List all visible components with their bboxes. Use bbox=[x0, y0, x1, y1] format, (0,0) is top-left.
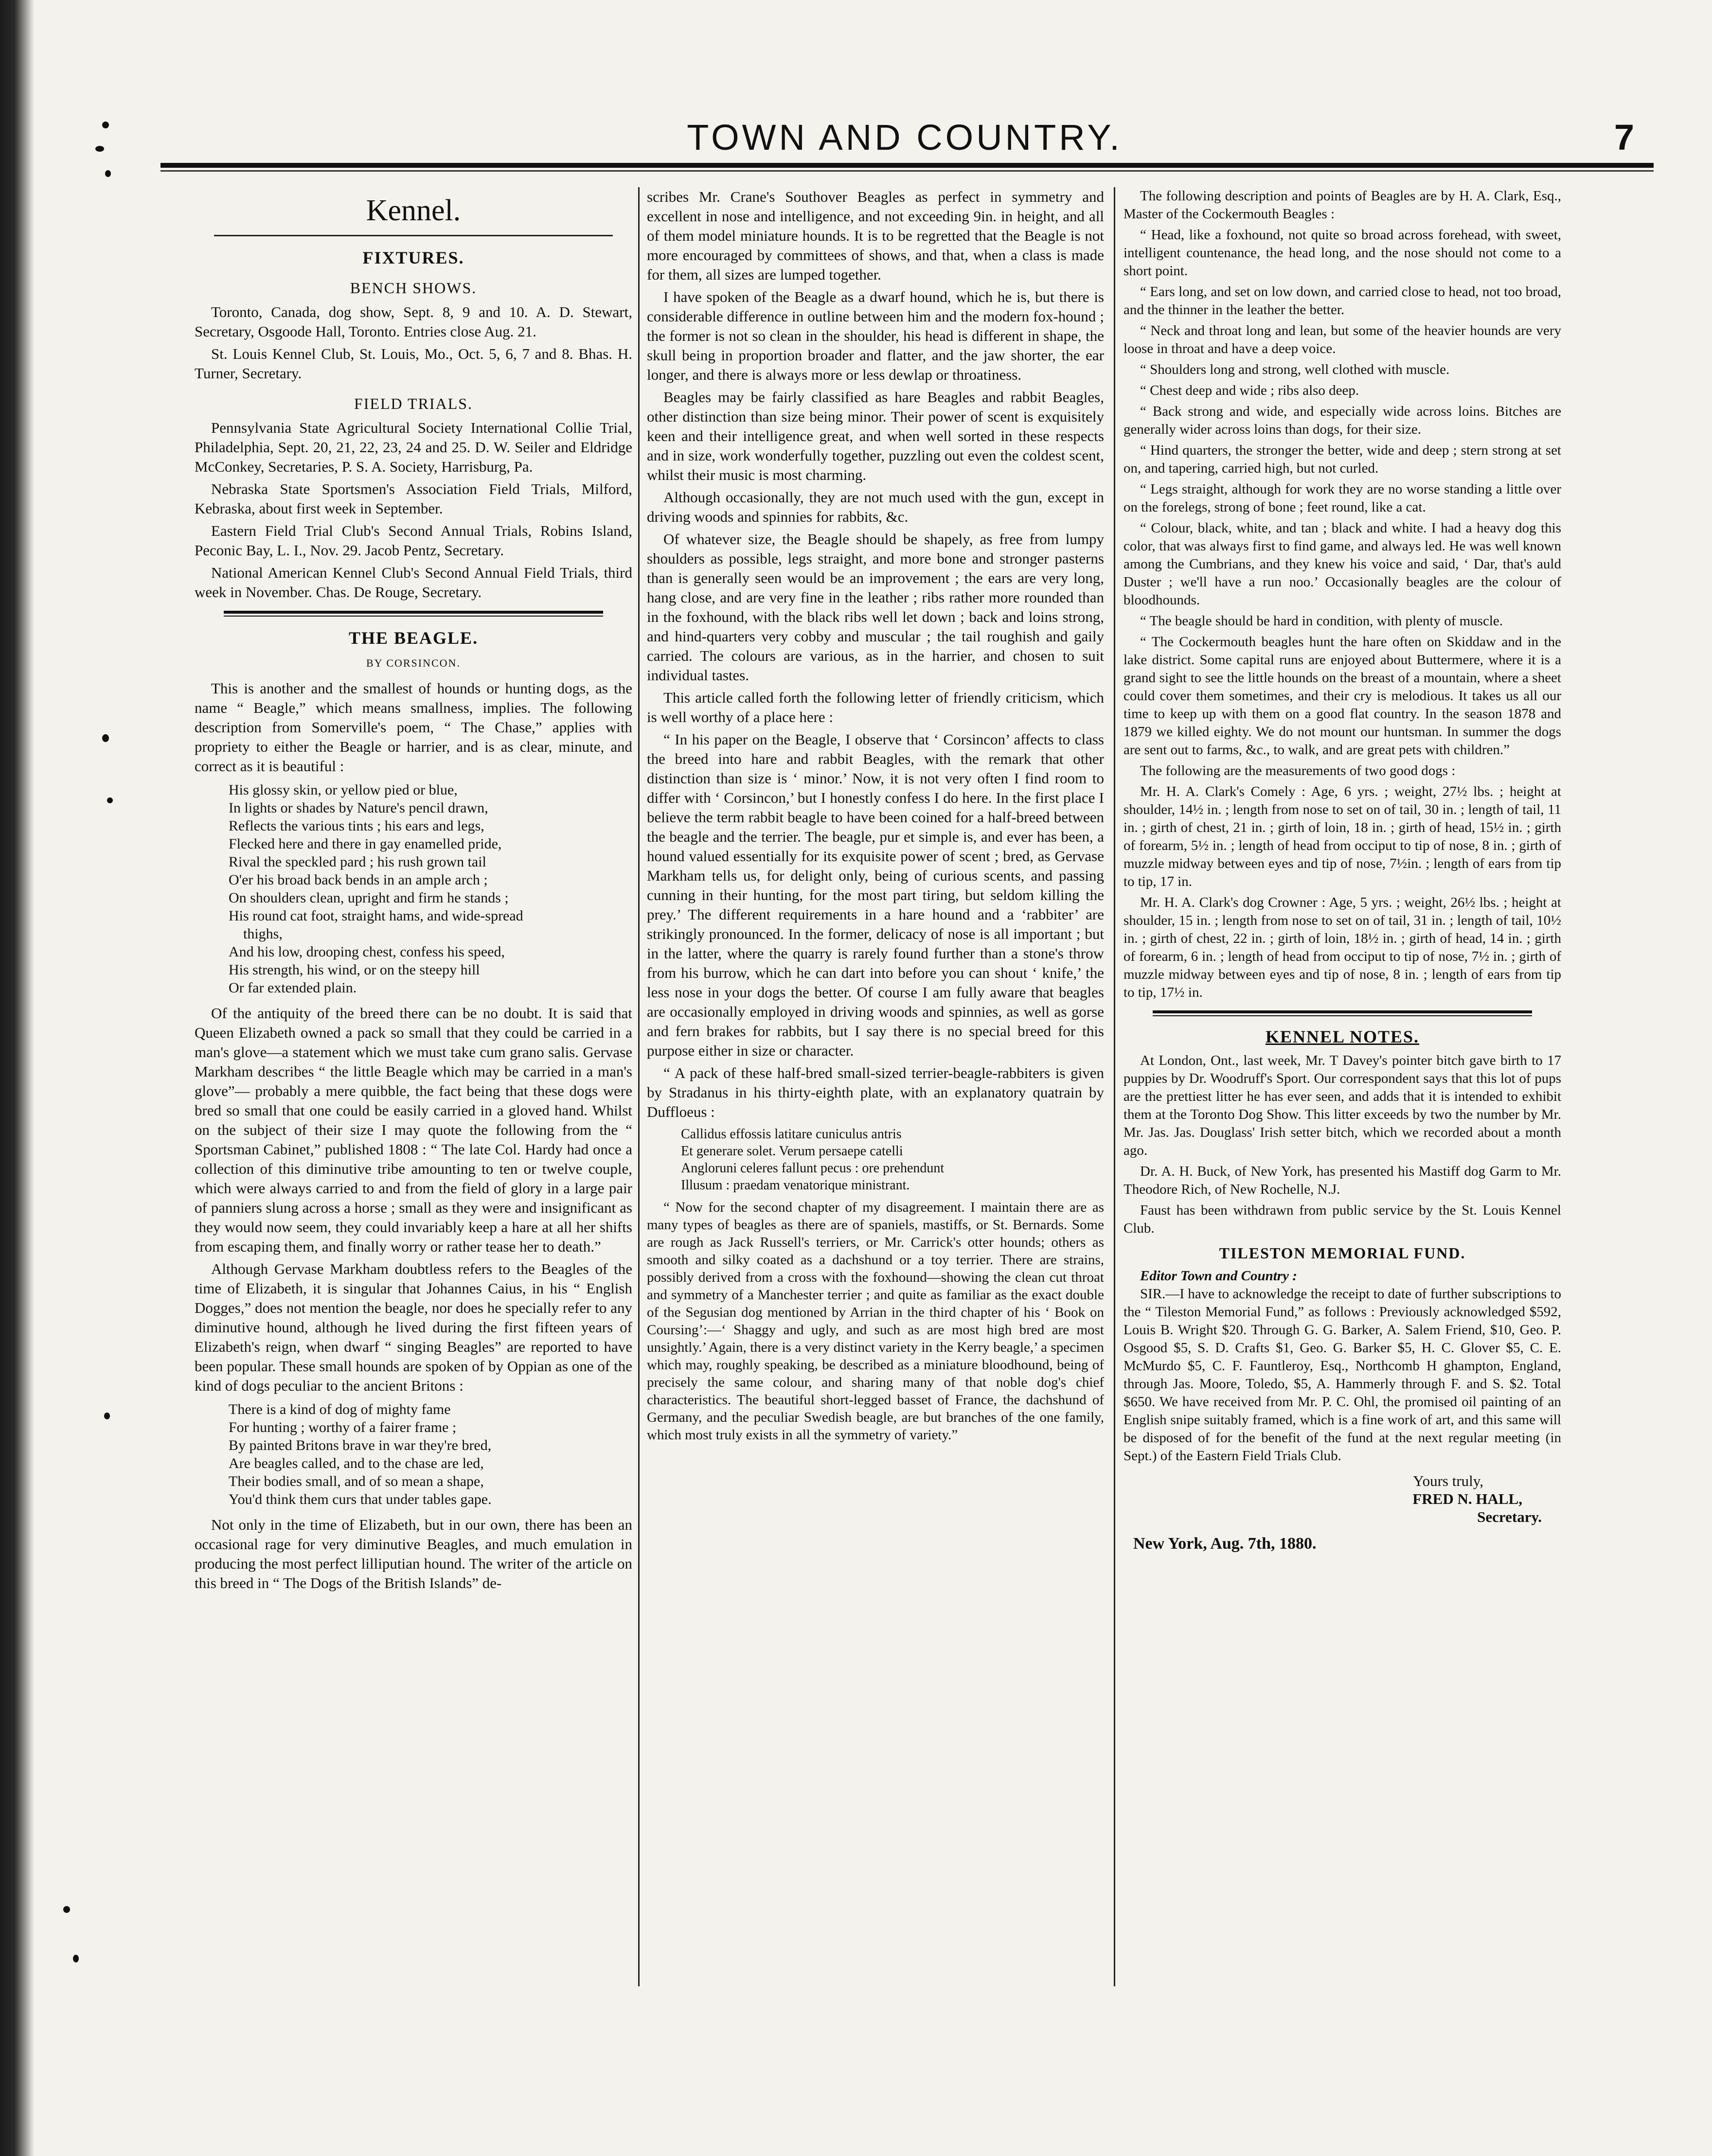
measurement-paragraph: Mr. H. A. Clark's dog Crowner : Age, 5 yrs. ; weight, 26½ lbs. ; height at shoulder, 15 in. ; length from nose to set on of tail, 31 in. ; length of tail, 10½ in. ; girth of chest, 22 in. ; girth of loin, 18½ in. ; girth of head, 14 in. ; girth of forearm, 6 in. ; length of head from occiput to tip of nose, 7½ in. ; girth of muzzle midway between eyes and tip of nose, 8 in. ; length of ears from tip to tip, 17½ in. bbox=[1124, 895, 1561, 1000]
section-title: Kennel. bbox=[366, 194, 461, 227]
scan-binding-edge bbox=[0, 0, 34, 2156]
ink-mark bbox=[63, 1906, 70, 1913]
point-item: “ Legs straight, although for work they are no worse standing a little over on the forelegs, strong of bone ; feet round, like a cat. bbox=[1124, 481, 1561, 515]
dateline: New York, Aug. 7th, 1880. bbox=[1133, 1535, 1317, 1553]
ink-mark bbox=[102, 734, 109, 742]
signoff-line: Secretary. bbox=[1477, 1508, 1542, 1525]
section-rule bbox=[214, 235, 613, 236]
poem-line: O'er his broad back bends in an ample arch ; bbox=[229, 872, 488, 888]
point-item: “ Head, like a foxhound, not quite so broad across forehead, with sweet, intelligent countenance, the head long, and the nose should not come to a short point. bbox=[1124, 227, 1561, 279]
paragraph: “ In his paper on the Beagle, I observe that ‘ Corsincon’ affects to class the breed into hare and rabbit Beagles, with the remark that other distinction than size is ‘ minor.’ Now, it is not very often I find room to differ with ‘ Corsincon,’ but I honestly confess I do here. In the first place I believe the term rabbit beagle to have been coined for a half-breed between the beagle and the terrier. The beagle, pur et simple is, and ever has been, a hound valued essentially for its exquisite power of scent ; bred, as Gervase Markham tells us, for delight only, being of curious scents, and passing cunning in their hunting, for the most part tiring, but seldom killing the prey.’ The different requirements in a hare hound and a ‘rabbiter’ are strikingly pronounced. In the former, delicacy of nose is all important ; but in the latter, where the quarry is rarely found further than a stone's throw from his burrow, which he can dart into before you can shout ‘ knife,’ the less nose in your dogs the better. Of course I am fully aware that beagles are occasionally employed in driving woods and spinnies, as well as gorse and fern brakes for rabbits, but I say there is no special breed for this purpose either in size or character. bbox=[647, 731, 1104, 1059]
ink-mark bbox=[102, 122, 109, 128]
paragraph: Toronto, Canada, dog show, Sept. 8, 9 and 10. A. D. Stewart, Secretary, Osgoode Hall, Toronto. Entries close Aug. 21. bbox=[195, 303, 632, 340]
paragraph: Nebraska State Sportsmen's Association Field Trials, Milford, Kebraska, about first week in September. bbox=[195, 480, 632, 517]
paragraph: The following description and points of Beagles are by H. A. Clark, Esq., Master of the Cockermouth Beagles : bbox=[1124, 188, 1561, 222]
column-divider bbox=[638, 187, 640, 1986]
paragraph: “ A pack of these half-bred small-sized terrier-beagle-rabbiters is given by Stradanus in his thirty-eighth plate, with an explanatory quatrain by Duffloeus : bbox=[647, 1064, 1104, 1120]
poem-line: In lights or shades by Nature's pencil drawn, bbox=[229, 800, 488, 816]
newspaper-title: TOWN AND COUNTRY. bbox=[687, 117, 1123, 158]
bench-shows-heading: BENCH SHOWS. bbox=[350, 279, 477, 297]
column-1 bbox=[195, 187, 632, 2025]
paragraph: Although occasionally, they are not much used with the gun, except in driving woods and spinnies for rabbits, &c. bbox=[647, 489, 1104, 525]
masthead-rule-thin bbox=[160, 170, 1654, 172]
page-number: 7 bbox=[1614, 117, 1634, 158]
section-rule bbox=[1153, 1010, 1532, 1016]
field-trials-heading: FIELD TRIALS. bbox=[354, 395, 473, 412]
poem-line: Are beagles called, and to the chase are led, bbox=[229, 1455, 484, 1471]
ink-mark bbox=[107, 797, 113, 803]
paragraph: scribes Mr. Crane's Southover Beagles as perfect in symmetry and excellent in nose and intelligence, and not exceeding 9in. in height, and all of them model miniature hounds. It is to be regretted that the Beagle is not more encouraged by committees of shows, and that, when a class is made for them, all sizes are lumped together. bbox=[647, 188, 1104, 283]
measurement-paragraph: Mr. H. A. Clark's Comely : Age, 6 yrs. ; weight, 27½ lbs. ; height at shoulder, 14½ in. ; length from nose to set on of tail, 30 in. ; length of tail, 11 in. ; girth of chest, 21 in. ; girth of loin, 18 in. ; girth of head, 15½ in. ; girth of forearm, 5½ in. ; length of head from occiput to tip of nose, 8 in. ; girth of muzzle midway between eyes and tip of nose, 7½in. ; length of ears from tip to tip, 17 in. bbox=[1124, 784, 1561, 889]
poem-line: You'd think them curs that under tables gape. bbox=[229, 1491, 492, 1507]
quatrain-line: Callidus effossis latitare cuniculus antris bbox=[681, 1127, 902, 1142]
poem-line: Their bodies small, and of so mean a shape, bbox=[229, 1473, 484, 1489]
latin-quatrain bbox=[681, 1126, 1104, 1194]
quatrain-line: Angloruni celeres fallunt pecus : ore prehendunt bbox=[681, 1161, 945, 1176]
paragraph: Eastern Field Trial Club's Second Annual Trials, Robins Island, Peconic Bay, L. I., Nov. 29. Jacob Pentz, Secretary. bbox=[195, 522, 632, 559]
poem-line: Flecked here and there in gay enamelled pride, bbox=[229, 836, 502, 852]
poem-line: By painted Britons brave in war they're bred, bbox=[229, 1437, 492, 1453]
ink-mark bbox=[95, 146, 104, 152]
poem-line: And his low, drooping chest, confess his speed, bbox=[229, 944, 505, 960]
column-3 bbox=[1124, 187, 1561, 2025]
fund-subheading: Editor Town and Country : bbox=[1140, 1268, 1297, 1284]
point-item: “ The beagle should be hard in condition, with plenty of muscle. bbox=[1140, 613, 1503, 629]
paragraph: St. Louis Kennel Club, St. Louis, Mo., Oct. 5, 6, 7 and 8. Bhas. H. Turner, Secretary. bbox=[195, 345, 632, 382]
ink-mark bbox=[73, 1955, 79, 1962]
poem-line: There is a kind of dog of mighty fame bbox=[229, 1401, 451, 1417]
signoff-line: FRED N. HALL, bbox=[1412, 1490, 1522, 1507]
paragraph: At London, Ont., last week, Mr. T Davey's pointer bitch gave birth to 17 puppies by Dr. Woodruff's Sport. Our correspondent says that this lot of pups are the prettiest litter he has ever seen, and adds that it is intended to exhibit them at the Toronto Dog Show. This litter exceeds by two the number by Mr. Mr. Jas. Jas. Douglass' Irish setter bitch, which we recorded about a month ago. bbox=[1124, 1053, 1561, 1158]
poem-line: Reflects the various tints ; his ears and legs, bbox=[229, 818, 484, 834]
point-item: “ Back strong and wide, and especially wide across loins. Bitches are generally wider across loins than dogs, for their size. bbox=[1124, 404, 1561, 437]
quatrain-line: Et generare solet. Verum persaepe catelli bbox=[681, 1144, 903, 1159]
paragraph: Pennsylvania State Agricultural Society International Collie Trial, Philadelphia, Sept. 20, 21, 22, 23, 24 and 25. D. W. Seiler and Eldridge McConkey, Secretaries, P. S. A. Society, Harrisburg, Pa. bbox=[195, 419, 632, 475]
paragraph: National American Kennel Club's Second Annual Field Trials, third week in November. Chas. De Rouge, Secretary. bbox=[195, 564, 632, 601]
fund-heading: TILESTON MEMORIAL FUND. bbox=[1219, 1244, 1466, 1262]
column-divider bbox=[1114, 187, 1115, 1986]
masthead bbox=[175, 117, 1634, 160]
fixtures-heading: FIXTURES. bbox=[362, 248, 464, 267]
poem-line: His round cat foot, straight hams, and wide-spread bbox=[229, 908, 523, 924]
poem-line: His glossy skin, or yellow pied or blue, bbox=[229, 782, 458, 798]
poem-line: His strength, his wind, or on the steepy hill bbox=[229, 962, 480, 978]
article-heading: THE BEAGLE. bbox=[348, 628, 479, 648]
column-2 bbox=[647, 187, 1104, 2025]
point-item: “ Neck and throat long and lean, but some of the heavier hounds are very loose in throat and have a deep voice. bbox=[1124, 323, 1561, 356]
signoff-line: Yours truly, bbox=[1413, 1472, 1483, 1489]
paragraph: Dr. A. H. Buck, of New York, has presented his Mastiff dog Garm to Mr. Theodore Rich, of New Rochelle, N.J. bbox=[1124, 1164, 1561, 1197]
point-item: “ The Cockermouth beagles hunt the hare often on Skiddaw and in the lake district. Some capital runs are enjoyed about Buttermere, where it is a grand sight to see the little hounds on the breast of a mountain, where a sheet could cover them sometimes, and their cry is melodious. It takes us all our time to keep up with them on a good flat country. In the season 1878 and 1879 we killed eighty. We do not mount our huntsman. In summer the dogs are sent out to farms, &c., to walk, and are great pets with children.” bbox=[1124, 634, 1561, 758]
byline: BY CORSINCON. bbox=[366, 657, 461, 669]
ink-mark bbox=[105, 170, 111, 177]
poem-line: Rival the speckled pard ; his rush grown tail bbox=[229, 854, 486, 870]
paragraph: “ Now for the second chapter of my disagreement. I maintain there are as many types of beagles as there are of spaniels, mastiffs, or St. Bernards. Some are rough as Jack Russell's terriers, or Mr. Carrick's otter hounds; others as smooth and silky coated as a dachshund or a toy terrier. There are strains, possibly derived from a cross with the foxhound—showing the clean cut throat and symmetry of a Manchester terrier ; and quite as familiar as the exact double of the Segusian dog mentioned by Arrian in the third chapter of his ‘ Book on Coursing’:—‘ Shaggy and ugly, and such as are most high bred are most unsightly.’ Again, there is a very distinct variety in the Kerry beagle,’ a specimen which may, roughly speaking, be described as a miniature bloodhound, being of precisely the same colour, and sharing many of that noble dog's chief characteristics. The beautiful short-legged basset of France, the dachshund of Germany, and the peculiar Swedish beagle, are but branches of the one family, which most truly exists in all the symmetry of variety.” bbox=[647, 1200, 1104, 1443]
poem-line: On shoulders clean, upright and firm he stands ; bbox=[229, 890, 509, 906]
point-item: “ Hind quarters, the stronger the better, wide and deep ; stern strong at set on, and tapering, carried high, but not curled. bbox=[1124, 442, 1561, 476]
point-item: “ Colour, black, white, and tan ; black and white. I had a heavy dog this color, that was always first to find game, and always led. He was well known among the Cumbrians, and they knew his voice and said, ‘ Dar, that's auld Duster ; we'll have a run noo.’ Occasionally beagles are the colour of bloodhounds. bbox=[1124, 520, 1561, 608]
paragraph: Not only in the time of Elizabeth, but in our own, there has been an occasional rage for very diminutive Beagles, and much emulation in producing the most perfect lilliputian hound. The writer of the article on this breed in “ The Dogs of the British Islands” de- bbox=[195, 1516, 632, 1591]
masthead-rule bbox=[160, 163, 1654, 168]
paragraph: This article called forth the following letter of friendly criticism, which is well worthy of a place here : bbox=[647, 689, 1104, 725]
signoff bbox=[1124, 1472, 1542, 1526]
kennel-notes-heading: KENNEL NOTES. bbox=[1265, 1027, 1420, 1046]
paragraph: The following are the measurements of two good dogs : bbox=[1140, 763, 1456, 778]
paragraph: This is another and the smallest of hounds or hunting dogs, as the name “ Beagle,” which means smallness, implies. The following description from Somerville's poem, “ The Chase,” applies with propriety to either the Beagle or harrier, and is as clear, minute, and correct as it is beautiful : bbox=[195, 680, 632, 775]
poem-line: For hunting ; worthy of a fairer frame ; bbox=[229, 1419, 457, 1435]
quatrain-line: Illusum : praedam venatorique ministrant. bbox=[681, 1178, 910, 1193]
paragraph: Although Gervase Markham doubtless refers to the Beagles of the time of Elizabeth, it is singular that Johannes Caius, in his “ English Dogges,” does not mention the beagle, nor does he specially refer to any diminutive hound, although he lived during the first fifteen years of Elizabeth's reign, when dwarf “ singing Beagles” are reported to have been popular. These small hounds are spoken of by Oppian as one of the kind of dogs peculiar to the ancient Britons : bbox=[195, 1260, 632, 1394]
paragraph: Beagles may be fairly classified as hare Beagles and rabbit Beagles, other distinction than size being minor. Their power of scent is exquisitely keen and their intelligence great, and when well sorted in these respects and in size, work wonderfully together, puzzling out even the coldest scent, whilst their music is most charming. bbox=[647, 389, 1104, 483]
paragraph: SIR.—I have to acknowledge the receipt to date of further subscriptions to the “ Tileston Memorial Fund,” as follows : Previously acknowledged $592, Louis B. Wright $20. Through G. G. Barker, A. Salem Friend, $10, Geo. P. Osgood $5, S. D. Crafts $1, Geo. G. Barker $5, H. C. Glover $5, C. E. McMurdo $5, C. F. Fauntleroy, Esq., Northcomb H ghampton, England, through Jas. Moore, Toledo, $5, A. Hammerly through F. and S. $2. Total $650. We have received from Mr. P. C. Ohl, the promised oil painting of an English snipe suitably framed, which is a fine work of art, and this same will be disposed of for the benefit of the fund at the next regular meeting (in Sept.) of the Eastern Field Trials Club. bbox=[1124, 1286, 1561, 1464]
paragraph: Of the antiquity of the breed there can be no doubt. It is said that Queen Elizabeth owned a pack so small that they could be carried in a man's glove—a statement which we must take cum grano salis. Gervase Markham describes “ the little Beagle which may be carried in a man's glove”— probably a mere quibble, the fact being that these dogs were bred so small that one could be easily carried in a gloved hand. Whilst on the subject of their size I may quote the following from the “ Sportsman Cabinet,” published 1808 : “ The late Col. Hardy had once a collection of this diminutive tribe amounting to ten or twelve couple, which were always carried to and from the field of glory in a large pair of panniers slung across a horse ; small as they were and insignificant as they would now seem, they could invariably keep a hare at all her shifts from escaping them, and finally worry or rather tease her to death.” bbox=[195, 1005, 632, 1255]
article-rule bbox=[224, 611, 603, 617]
paragraph: I have spoken of the Beagle as a dwarf hound, which he is, but there is considerable difference in outline between him and the modern fox-hound ; the former is not so clean in the shoulder, his head is different in shape, the skull being in proportion broader and flatter, and the jaw shorter, the ear longer, and there is always more or less dewlap or throatiness. bbox=[647, 288, 1104, 383]
poem-line: thighs, bbox=[243, 926, 283, 942]
point-item: “ Shoulders long and strong, well clothed with muscle. bbox=[1140, 362, 1450, 377]
point-item: “ Chest deep and wide ; ribs also deep. bbox=[1140, 383, 1359, 398]
ink-mark bbox=[104, 1413, 110, 1419]
poem bbox=[229, 781, 632, 997]
paragraph: Of whatever size, the Beagle should be shapely, as free from lumpy shoulders as possible, legs straight, and more bone and stronger pasterns than is generally seen would be an improvement ; the ears are very long, hang close, and are very fine in the leather ; ribs rather more rounded than in the foxhound, with the black ribs well let down ; back and loins strong, and hind-quarters very cobby and muscular ; the tail roughish and gaily carried. The colours are various, as in the harrier, and chosen to suit individual tastes. bbox=[647, 530, 1104, 684]
poem bbox=[229, 1400, 632, 1508]
point-item: “ Ears long, and set on low down, and carried close to head, not too broad, and the thinner in the leather the better. bbox=[1124, 284, 1561, 318]
paragraph: Faust has been withdrawn from public service by the St. Louis Kennel Club. bbox=[1124, 1202, 1561, 1236]
poem-line: Or far extended plain. bbox=[229, 980, 357, 996]
